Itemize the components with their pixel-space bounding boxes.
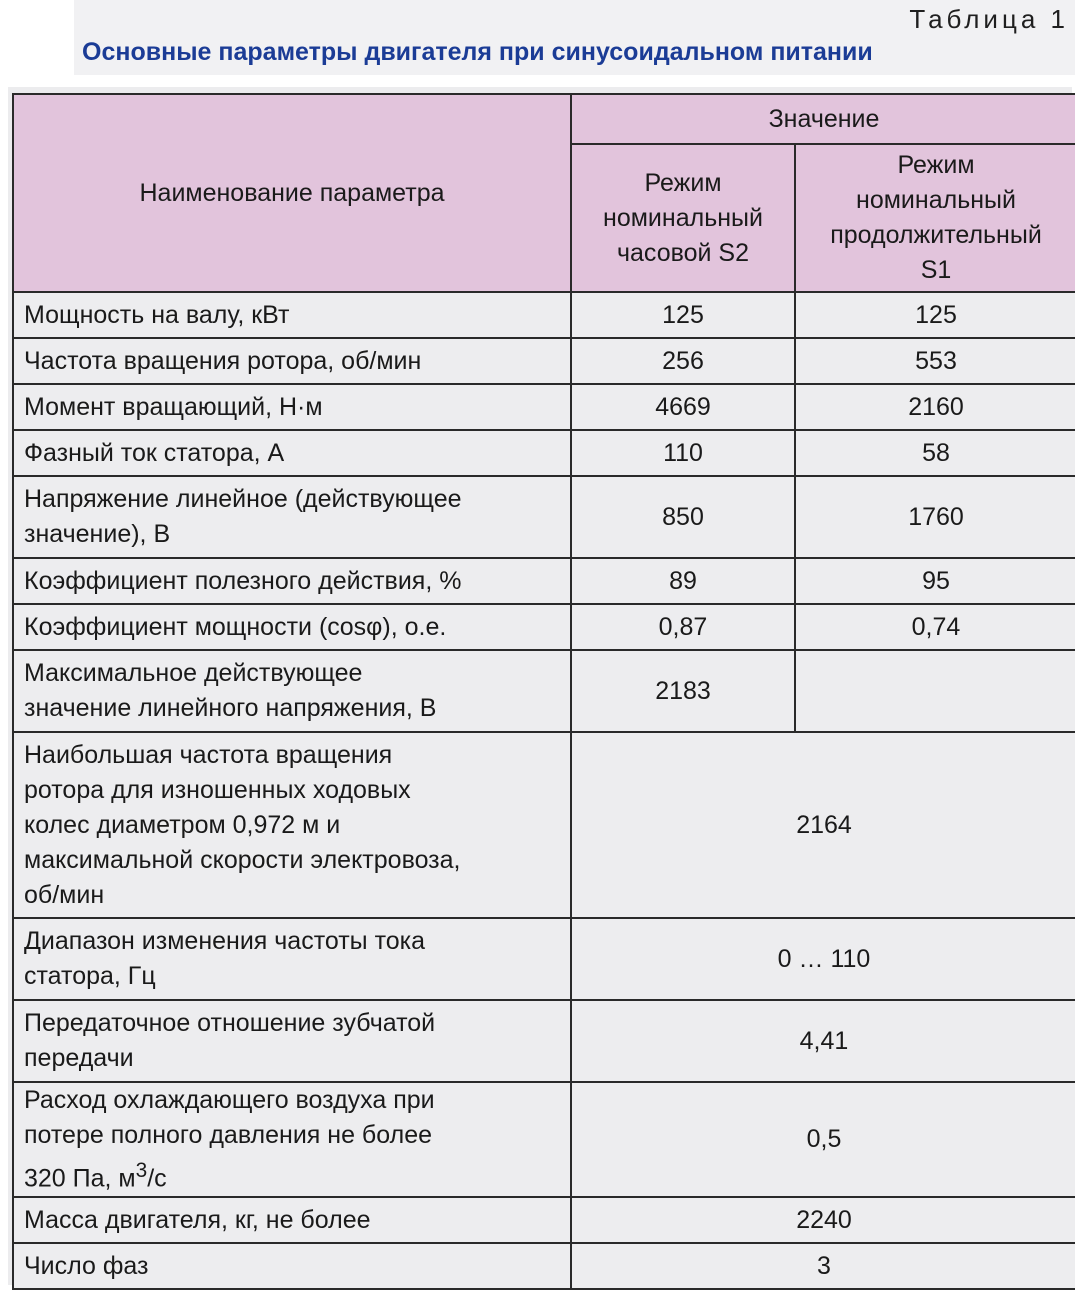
parameter-name-line: /с: [147, 1164, 167, 1193]
table-row: [13, 1000, 1075, 1082]
parameter-name: Число фаз: [13, 1243, 571, 1289]
value-s2: 0,87: [571, 604, 795, 650]
value-s1: [795, 650, 1075, 732]
parameter-name-line: значение), В: [24, 520, 171, 548]
parameter-name: Частота вращения ротора, об/мин: [13, 338, 571, 384]
table-row: [13, 292, 1075, 338]
column-header-s1: [795, 144, 1075, 292]
parameter-name: Момент вращающий, Н·м: [13, 384, 571, 430]
value-s1: 125: [795, 292, 1075, 338]
superscript-3: 3: [135, 1159, 148, 1182]
column-header-s2-line: Режим: [644, 168, 722, 197]
table-row: [13, 650, 1075, 732]
parameter-name-line: значение линейного напряжения, В: [24, 694, 437, 722]
parameter-name-line: Наибольшая частота вращения: [24, 740, 393, 769]
parameter-name: [13, 1000, 571, 1082]
table-row: [13, 732, 1075, 918]
column-header-s1-line: S1: [920, 256, 952, 284]
table-row: [13, 476, 1075, 558]
column-header-name: [13, 94, 571, 292]
parameter-name: Коэффициент полезного действия, %: [13, 558, 571, 604]
parameter-name-line: Расход охлаждающего воздуха при: [24, 1086, 435, 1114]
parameter-name: [13, 918, 571, 1000]
column-header-s1-line: номинальный: [856, 186, 1016, 214]
table-row: [13, 918, 1075, 1000]
table-number-label: Таблица 1: [909, 4, 1069, 34]
parameter-name-line: Максимальное действующее: [24, 659, 363, 687]
value-s1: 1760: [795, 476, 1075, 558]
value-s2: 110: [571, 430, 795, 476]
value-merged: 3: [571, 1243, 1075, 1289]
value-merged: 4,41: [571, 1000, 1075, 1082]
value-s1: 58: [795, 430, 1075, 476]
table-page: [8, 87, 1072, 1285]
column-header-value-text: Значение: [768, 104, 880, 133]
parameter-name: [13, 650, 571, 732]
parameter-name: Фазный ток статора, А: [13, 430, 571, 476]
table-row: [13, 558, 1075, 604]
value-merged: 0 … 110: [571, 918, 1075, 1000]
column-header-s2-line: номинальный: [603, 203, 763, 232]
parameters-table: [12, 93, 1075, 1290]
parameter-name-line: Напряжение линейное (действующее: [24, 485, 462, 513]
parameter-name-line: Диапазон изменения частоты тока: [24, 927, 426, 955]
table-row: [13, 338, 1075, 384]
value-s1: 553: [795, 338, 1075, 384]
value-merged: 2164: [571, 732, 1075, 918]
parameter-name: Масса двигателя, кг, не более: [13, 1197, 571, 1243]
table-row: [13, 604, 1075, 650]
table-row: [13, 384, 1075, 430]
column-header-s2: [571, 144, 795, 292]
column-header-s2-line: часовой S2: [616, 238, 749, 267]
table-row: [13, 1243, 1075, 1289]
parameter-name: [13, 476, 571, 558]
table-row: [13, 430, 1075, 476]
parameter-name-line: передачи: [24, 1044, 134, 1072]
column-header-s1-line: Режим: [897, 151, 975, 179]
value-s2: 2183: [571, 650, 795, 732]
parameter-name-line: 320 Па, м: [24, 1164, 136, 1193]
value-s1: 95: [795, 558, 1075, 604]
value-s2: 125: [571, 292, 795, 338]
parameter-name: Мощность на валу, кВт: [13, 292, 571, 338]
column-header-name-text: Наименование параметра: [139, 178, 445, 207]
parameter-name-line: статора, Гц: [24, 962, 156, 990]
value-s2: 89: [571, 558, 795, 604]
parameter-name: [13, 1082, 571, 1197]
value-merged: 0,5: [571, 1082, 1075, 1197]
table-title: Основные параметры двигателя при синусоидальном питании: [82, 38, 873, 66]
parameter-name-line: Передаточное отношение зубчатой: [24, 1009, 436, 1037]
table-row: [13, 1197, 1075, 1243]
table-row: [13, 1082, 1075, 1197]
column-header-s1-line: продолжительный: [830, 221, 1042, 249]
value-s2: 256: [571, 338, 795, 384]
value-s1: 0,74: [795, 604, 1075, 650]
value-s1: 2160: [795, 384, 1075, 430]
value-merged: 2240: [571, 1197, 1075, 1243]
parameter-name-line: потере полного давления не более: [24, 1121, 432, 1149]
value-s2: 850: [571, 476, 795, 558]
table-header: [74, 0, 1075, 75]
parameter-name-line: ротора для изношенных ходовых: [24, 775, 411, 804]
value-s2: 4669: [571, 384, 795, 430]
parameter-name: Коэффициент мощности (cosφ), о.е.: [13, 604, 571, 650]
parameter-name: [13, 732, 571, 918]
parameter-name-line: об/мин: [24, 880, 105, 909]
parameter-name-line: максимальной скорости электровоза,: [24, 845, 461, 874]
column-header-value: [571, 94, 1075, 144]
parameter-name-line: колес диаметром 0,972 м и: [24, 810, 341, 839]
